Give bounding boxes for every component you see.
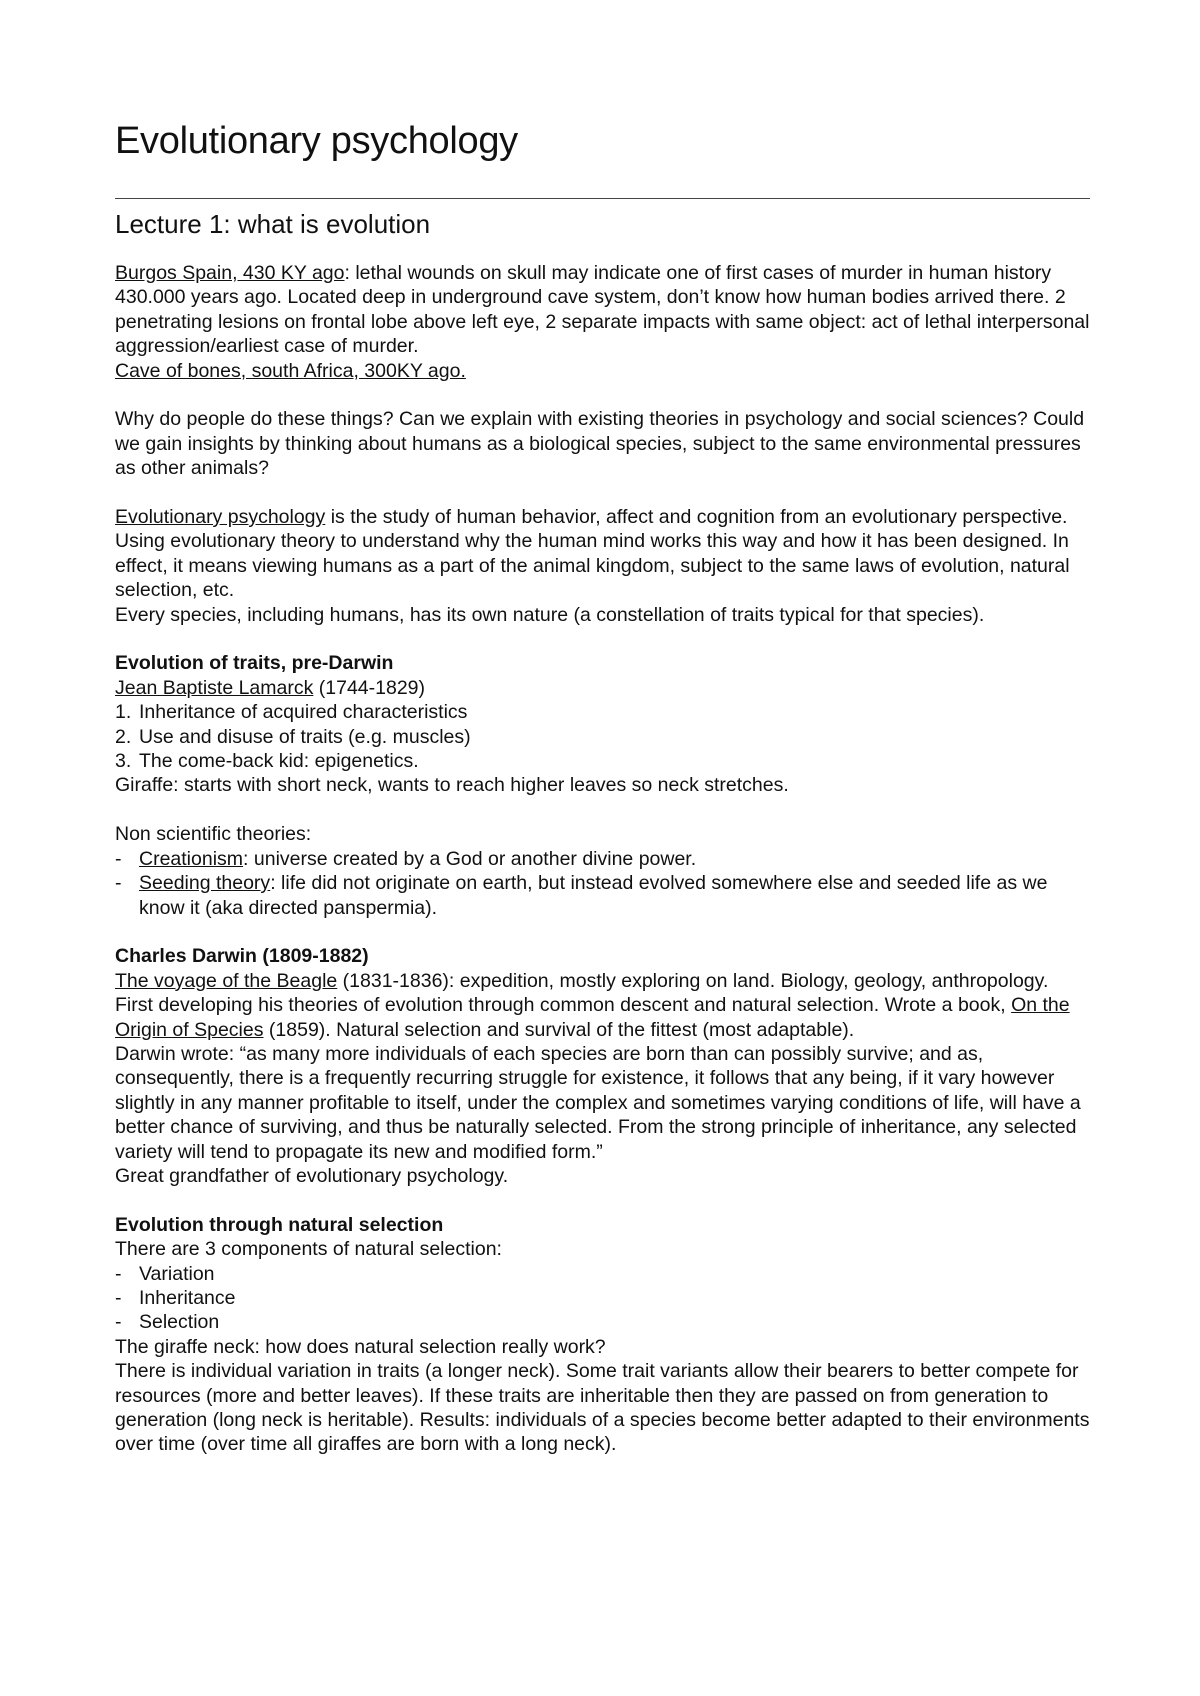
giraffe-lamarck-line: Giraffe: starts with short neck, wants to reach higher leaves so neck stretches. [115, 774, 789, 797]
list-item [115, 871, 1090, 920]
document-page [115, 118, 1090, 1457]
list-item-text: Selection [139, 1311, 220, 1334]
cave-of-bones-link-text: Cave of bones, south Africa, 300KY ago. [115, 359, 466, 382]
list-marker: - [115, 1286, 122, 1309]
list-item [115, 1310, 1090, 1334]
list-item [115, 1262, 1090, 1286]
list-item-text: The come-back kid: epigenetics. [139, 750, 419, 773]
list-marker: 2. [115, 725, 132, 748]
giraffe-question: The giraffe neck: how does natural selection really work? [115, 1335, 606, 1358]
list-marker: - [115, 847, 122, 870]
list-item-text: Inheritance [139, 1286, 236, 1309]
list-item-text: Inheritance of acquired characteristics [139, 701, 468, 724]
list-item [115, 700, 1090, 724]
document-title: Evolutionary psychology [115, 120, 518, 162]
title-divider [115, 198, 1090, 199]
voyage-title: The voyage of the Beagle [115, 969, 338, 992]
burgos-link-text: Burgos Spain, 430 KY ago [115, 262, 345, 284]
list-item [115, 725, 1090, 749]
darwin-paragraph [115, 969, 1090, 1042]
intro-text-3: is the study of human behavior, affect and cognition from an evolutionary perspective. Using evolutionary theory to understand why the human mind works this way and how it has been designed. In effect, it means viewing humans as a part of the animal kingdom, subject to the same laws of evolution, natural selection, etc. [115, 506, 1070, 602]
list-item-text: : universe created by a God or another divine power. [243, 847, 697, 870]
natural-selection-intro: There are 3 components of natural selection: [115, 1238, 502, 1261]
list-marker: 1. [115, 701, 132, 724]
list-item-text: : life did not originate on earth, but instead evolved somewhere else and seeded life as we know it (aka directed panspermia). [139, 872, 1048, 919]
cave-of-bones-line [115, 359, 1090, 383]
seeding-theory-term: Seeding theory [139, 872, 271, 895]
components-list [115, 1262, 1090, 1335]
intro-text-1: : lethal wounds on skull may indicate one of first cases of murder in human history 430.000 years ago. Located deep in underground cave system, don’t know how human bodies arrived there. 2 penetrating lesions on frontal lobe above left eye, 2 separate impacts with same object: act of lethal interpersonal aggression/earliest case of murder. [115, 262, 1090, 358]
darwin-great-grandfather: Great grandfather of evolutionary psychology. [115, 1164, 509, 1187]
intro-paragraph-1 [115, 261, 1090, 359]
lecture-heading: Lecture 1: what is evolution [115, 209, 431, 239]
non-scientific-heading: Non scientific theories: [115, 823, 312, 846]
document-body [115, 261, 1090, 1457]
lamarck-name: Jean Baptiste Lamarck [115, 676, 314, 699]
non-scientific-list [115, 847, 1090, 920]
list-item-text: Variation [139, 1262, 215, 1285]
list-item [115, 749, 1090, 773]
list-marker: 3. [115, 750, 132, 773]
lamarck-line [115, 676, 1090, 700]
darwin-heading: Charles Darwin (1809-1882) [115, 945, 369, 968]
lamarck-list [115, 700, 1090, 773]
list-marker: - [115, 872, 122, 895]
lamarck-years: (1744-1829) [313, 676, 426, 699]
origin-title: On the Origin of Species [115, 994, 1070, 1041]
intro-paragraph-4: Every species, including humans, has its own nature (a constellation of traits typical for that species). [115, 603, 985, 626]
natural-selection-heading: Evolution through natural selection [115, 1213, 444, 1236]
list-item [115, 847, 1090, 871]
darwin-quote: Darwin wrote: “as many more individuals of each species are born than can possibly survive; and as, consequently, there is a frequently recurring struggle for existence, it follows that any being, if it vary however slightly in any manner profitable to itself, under the complex and sometimes varying conditions of life, will have a better chance of surviving, and thus be naturally selected. From the strong principle of inheritance, any selected variety will tend to propagate its new and modified form.” [115, 1042, 1081, 1163]
pre-darwin-heading: Evolution of traits, pre-Darwin [115, 652, 394, 675]
intro-paragraph-2: Why do people do these things? Can we explain with existing theories in psychology and social sciences? Could we gain insights by thinking about humans as a biological species, subject to the same environmental pressures as other animals? [115, 408, 1085, 480]
giraffe-explanation: There is individual variation in traits (a longer neck). Some trait variants allow their bearers to better compete for resources (more and better leaves). If these traits are inheritable then they are passed on from generation to generation (long neck is heritable). Results: individuals of a species become better adapted to their environments over time (over time all giraffes are born with a long neck). [115, 1360, 1090, 1456]
intro-paragraph-3 [115, 505, 1090, 603]
list-item-text: Use and disuse of traits (e.g. muscles) [139, 725, 471, 748]
creationism-term: Creationism [139, 847, 244, 870]
evolutionary-psychology-term: Evolutionary psychology [115, 506, 326, 529]
list-item [115, 1286, 1090, 1310]
voyage-text: (1831-1836): expedition, mostly exploring on land. Biology, geology, anthropology. First developing his theories of evolution through common descent and natural selection. Wrote a book, [115, 969, 1049, 1017]
origin-text: (1859). Natural selection and survival of the fittest (most adaptable). [263, 1018, 855, 1041]
list-marker: - [115, 1262, 122, 1285]
list-marker: - [115, 1311, 122, 1334]
